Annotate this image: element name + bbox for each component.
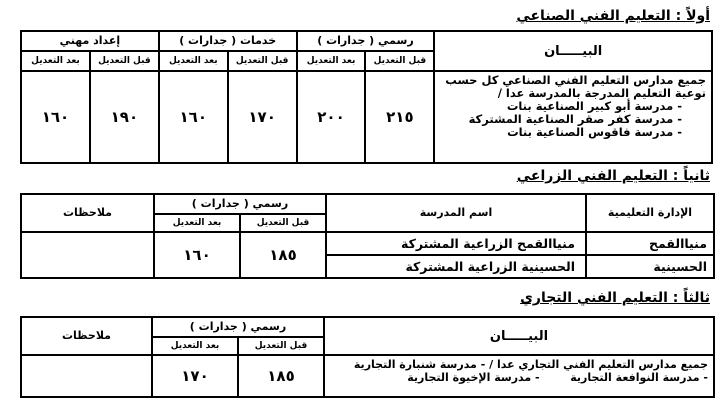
header-services: خدمات ( جدارات ) [159,31,297,51]
industrial-table [20,30,713,164]
header-notes: ملاحظات [21,317,152,355]
official-before-value: ٢١٥ [365,71,434,163]
header-before: قبل التعديل [365,51,434,71]
header-after: بعد التعديل [152,337,238,355]
official-after-value: ٢٠٠ [297,71,366,163]
commercial-after-value: ١٧٠ [152,355,238,397]
description-line: نوعية التعليم المدرجة بالمدرسة عدا / [497,86,706,100]
agri-before-value: ١٨٥ [240,232,326,278]
header-after: بعد التعديل [159,51,228,71]
header-before: قبل التعديل [228,51,297,71]
school-cell: منياالقمح الزراعية المشتركة [326,232,586,255]
agricultural-table [20,193,715,279]
description-line: جميع مدارس التعليم الفني التجاري عدا / - مدرسة شنبارة التجارية [353,358,708,371]
header-official: رسمي ( جدارات ) [152,317,324,337]
header-vocational: إعداد مهني [21,31,159,51]
header-statement: البيـــــان [324,317,714,355]
header-admin: الإدارة التعليمية [586,194,714,232]
services-after-value: ١٦٠ [159,71,228,163]
commercial-table [20,316,715,398]
header-after: بعد التعديل [21,51,90,71]
section1-title: أولاً : التعليم الفني الصناعي [516,8,710,24]
header-school: اسم المدرسة [326,194,586,232]
section3-title: ثالثاً : التعليم الفني التجاري [520,290,710,306]
commercial-before-value: ١٨٥ [238,355,324,397]
agri-after-value: ١٦٠ [154,232,240,278]
header-before: قبل التعديل [238,337,324,355]
vocational-before-value: ١٩٠ [90,71,159,163]
section2-title: ثانياً : التعليم الفني الزراعي [516,168,710,184]
header-after: بعد التعديل [297,51,366,71]
services-before-value: ١٧٠ [228,71,297,163]
admin-cell: منياالقمح [586,232,714,255]
commercial-description [324,355,714,397]
header-before: قبل التعديل [240,214,326,232]
header-after: بعد التعديل [154,214,240,232]
header-notes: ملاحظات [21,194,154,232]
vocational-after-value: ١٦٠ [21,71,90,163]
description-line: جميع مدارس التعليم الفني الصناعي كل حسب [445,73,706,87]
description-line: - مدرسة النوافعة التجارية - مدرسة الإخيوة التجارية [407,371,708,384]
header-before: قبل التعديل [90,51,159,71]
header-official: رسمي ( جدارات ) [154,194,326,214]
description-line: - مدرسة فاقوس الصناعية بنات [507,125,682,139]
admin-cell: الحسينية [586,255,714,278]
description-line: - مدرسة أبو كبير الصناعية بنات [506,99,682,113]
notes-cell [21,232,154,278]
notes-cell [21,355,152,397]
description-line: - مدرسة كفر صقر الصناعية المشتركة [468,112,682,126]
school-cell: الحسينية الزراعية المشتركة [326,255,586,278]
industrial-description [434,71,712,163]
header-statement: البيـــــان [434,31,712,71]
header-official: رسمي ( جدارات ) [297,31,435,51]
